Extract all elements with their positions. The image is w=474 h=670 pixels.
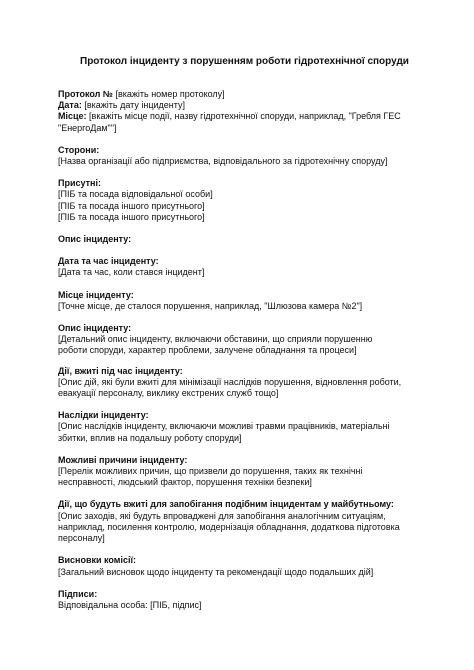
section-heading: Опис інциденту: bbox=[58, 323, 132, 334]
section-heading: Висновки комісії: bbox=[58, 555, 136, 566]
section-incident-description bbox=[58, 323, 434, 357]
document-title: Протокол інциденту з порушенням роботи гідротехнічної споруди bbox=[80, 56, 409, 67]
section-text: [Перелік можливих причин, що призвели до порушення, таких як технічні несправності, людський фактор, порушення техніки безпеки] bbox=[58, 466, 363, 488]
section-heading: Дії, що будуть вжиті для запобігання подібним інцидентам у майбутньому: bbox=[58, 499, 394, 510]
incident-description-heading: Опис інциденту: bbox=[58, 234, 132, 245]
section-heading: Дата та час інциденту: bbox=[58, 256, 159, 267]
present-section bbox=[58, 178, 434, 223]
present-item: [ПІБ та посада відповідальної особи] bbox=[58, 189, 213, 200]
section-text: [Опис дій, які були вжиті для мінімізації наслідків порушення, відновлення роботи, евакуації персоналу, виклику екстрених служб тощо] bbox=[58, 376, 402, 399]
section-heading: Дії, вжиті під час інциденту: bbox=[58, 365, 183, 376]
place-label: Місце: bbox=[58, 111, 87, 122]
protocol-number-line bbox=[58, 89, 434, 100]
section-text: [Опис заходів, які будуть впроваджені для запобігання аналогічним ситуаціям, наприклад, посилення контролю, модернізація обладнання, додаткова підготовка персоналу] bbox=[58, 510, 400, 544]
date-line bbox=[58, 100, 434, 111]
parties-section bbox=[58, 145, 434, 167]
present-heading: Присутні: bbox=[58, 178, 101, 189]
date-label: Дата: bbox=[58, 100, 82, 111]
present-item: [ПІБ та посада іншого присутнього] bbox=[58, 200, 205, 211]
protocol-number-label: Протокол № bbox=[58, 89, 113, 99]
section-text: [Детальний опис інциденту, включаючи обставини, що сприяли порушенню роботи споруди, характер проблеми, залучене обладнання та процеси] bbox=[58, 334, 373, 356]
section-incident-place bbox=[58, 290, 434, 312]
section-heading: Підписи: bbox=[58, 588, 98, 599]
section-heading: Місце інциденту: bbox=[58, 289, 134, 300]
protocol-number-value: [вкажіть номер протоколу] bbox=[112, 89, 225, 99]
section-incident-datetime bbox=[58, 256, 434, 278]
section-signatures bbox=[58, 589, 434, 611]
section-text: [Точне місце, де сталося порушення, наприклад, "Шлюзова камера №2"] bbox=[58, 300, 363, 311]
section-text: Відповідальна особа: [ПІБ, підпис] bbox=[58, 599, 202, 610]
header-fields bbox=[58, 89, 434, 134]
section-heading: Наслідки інциденту: bbox=[58, 410, 149, 421]
section-text: [Дата та час, коли стався інцидент] bbox=[58, 267, 205, 278]
parties-text: [Назва організації або підприємства, відповідального за гідротехнічну споруду] bbox=[58, 156, 388, 167]
section-commission-conclusions bbox=[58, 555, 434, 577]
section-text: [Загальний висновок щодо інциденту та рекомендації щодо подальших дій] bbox=[58, 566, 374, 577]
section-possible-causes bbox=[58, 455, 434, 489]
section-text: [Опис наслідків інциденту, включаючи можливі травми працівників, матеріальні збитки, вплив на подальшу роботу споруди] bbox=[58, 421, 390, 443]
present-item: [ПІБ та посада іншого присутнього] bbox=[58, 211, 205, 222]
date-value: [вкажіть дату інциденту] bbox=[81, 100, 185, 111]
place-line bbox=[58, 111, 403, 133]
place-value: [вкажіть місце події, назву гідротехнічної споруди, наприклад, "Гребля ГЕС "ЕнергоДам""] bbox=[58, 111, 401, 133]
section-actions-taken bbox=[58, 366, 434, 400]
section-consequences bbox=[58, 410, 434, 444]
section-heading: Можливі причини інциденту: bbox=[58, 454, 188, 465]
parties-heading: Сторони: bbox=[58, 144, 100, 155]
section-prevention bbox=[58, 499, 434, 544]
